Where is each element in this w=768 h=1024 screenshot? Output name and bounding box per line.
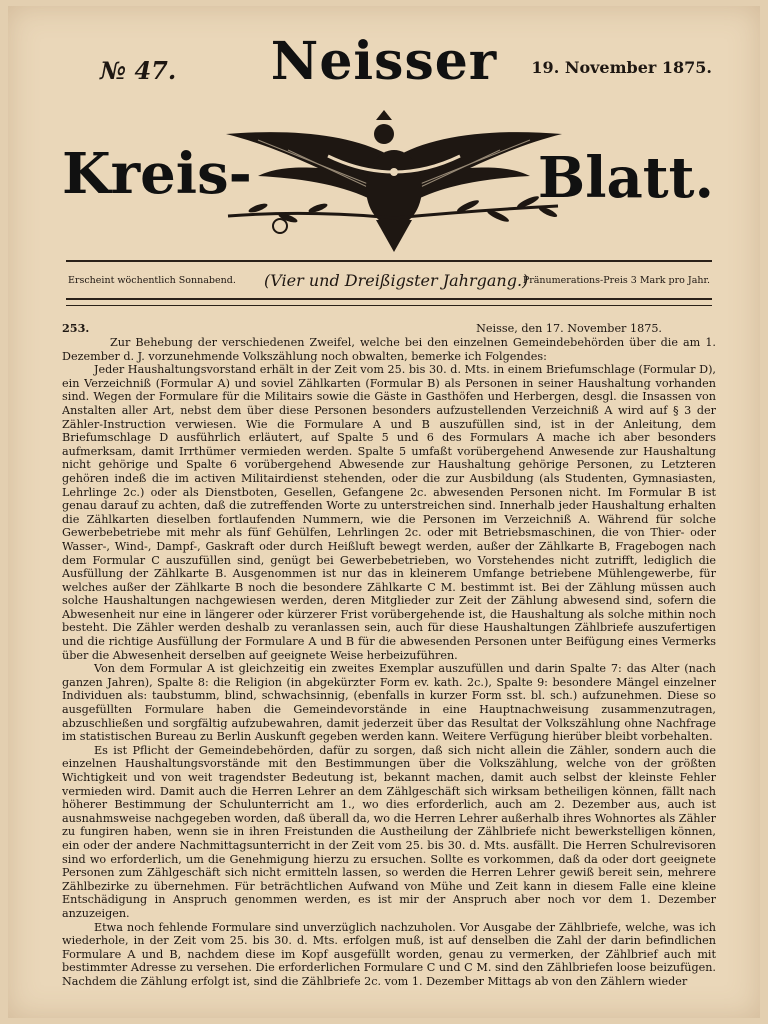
article-body [62, 322, 716, 1006]
masthead-rule [66, 260, 712, 262]
volume-year: (Vier und Dreißigster Jahrgang.) [264, 271, 529, 290]
paragraph: Zur Behebung der verschiedenen Zweifel, welche bei den einzelnen Gemeindebehörden über die am 1. Dezember d. J. vorzunehmende Volkszählung noch obwalten, bemerke ich Folgendes: [62, 336, 716, 363]
issue-date: 19. November 1875. [531, 58, 712, 77]
newspaper-page [8, 6, 760, 1018]
article-header [62, 322, 716, 336]
paragraph: Es ist Pflicht der Gemeindebehörden, dafür zu sorgen, daß sich nicht allein die Zähler, sondern auch die einzelnen Haushaltungsvorstände mit den Bestimmungen über die Volkszählung, welche von der größten Wichtigkeit und von weit tragendster Bedeutung ist, bekannt machen, damit auch selbst der kleinste Fehler vermieden wird. Damit auch die Herren Lehrer an dem Zählgeschäft sich wirksam betheiligen können, fällt nach höherer Bestimmung der Schulunterricht am 1., wo dies erforderlich, auch am 2. Dezember aus, auch ist ausnahmsweise nachgegeben worden, daß überall da, wo die Herren Lehrer außerhalb ihres Wohnortes als Zähler zu fungiren haben, wenn sie in ihren Freistunden die Austheilung der Zählbriefe nicht bewerkstelligen können, ein oder der andere Nachmittagsunterricht in der Zeit vom 25. bis 30. d. Mts. ausfällt. Die Herren Schulrevisoren sind wo erforderlich, um die Genehmigung hierzu zu ersuchen. Sollte es vorkommen, daß da oder dort geeignete Personen zum Zählgeschäft sich nicht ermitteln lassen, so werden die Herren Lehrer gewiß bereit sein, mehrere Zählbezirke zu übernehmen. Für beträchtlichen Aufwand von Mühe und Zeit kann in diesem Falle eine kleine Entschädigung in Anspruch genommen werden, es ist mir der Anspruch aber noch vor dem 1. Dezember anzuzeigen. [62, 743, 716, 920]
article-place-date: Neisse, den 17. November 1875. [476, 322, 662, 335]
masthead-double-rule [66, 298, 712, 306]
title-blatt: Blatt. [537, 145, 714, 211]
article-number: 253. [62, 322, 90, 335]
masthead-info-line [68, 268, 710, 294]
paragraph: Etwa noch fehlende Formulare sind unverzüglich nachzuholen. Vor Ausgabe der Zählbriefe, welche, was ich wiederhole, in der Zeit vom 25. bis 30. d. Mts. erfolgen muß, ist auf denselben die Zahl der darin befindlichen Formulare A und B, nachdem diese im Kopf ausgefüllt worden, genau zu vermerken, der Zählbrief auch mit bestimmter Adresse zu versehen. Die erforderlichen Formulare C und C M. sind den Zählbriefen loose beizufügen. Nachdem die Zählung erfolgt ist, sind die Zählbriefe 2c. vom 1. Dezember Mittags ab von den Zählern wieder [62, 920, 716, 988]
paragraph: Jeder Haushaltungsvorstand erhält in der Zeit vom 25. bis 30. d. Mts. in einem Briefumschlage (Formular D), ein Verzeichniß (Formular A) und soviel Zählkarten (Formular B) als Personen in seiner Haushaltung vorhanden sind. Wegen der Formulare für die Militairs sowie die Gäste in Gasthöfen und Herbergen, desgl. die Insassen von Anstalten aller Art, nebst dem über diese Personen besonders aufzustellenden Verzeichniß A wird auf § 3 der Zähler-Instruction verwiesen. Wie die Formulare A und B auszufüllen sind, ist in der Anleitung, dem Briefumschlage D ausführlich erläutert, auf Spalte 5 und 6 des Formulars A mache ich aber besonders aufmerksam, damit Irrthümer vermieden werden. Spalte 5 umfaßt vorübergehend Anwesende zur Haushaltung nicht gehörige und Spalte 6 vorübergehend Abwesende zur Haushaltung gehörige Personen, zu Letzteren gehören indeß die im activen Militairdienst stehenden, oder die zur Ausbildung (als Studenten, Gymnasiasten, Lehrlinge 2c.) oder als Dienstboten, Gesellen, Gefangene 2c. abwesenden Personen nicht. Im Formular B ist genau darauf zu achten, daß die zutreffenden Worte zu unterstreichen sind. Innerhalb jeder Haushaltung erhalten die Zählkarten dieselben fortlaufenden Nummern, wie die Personen im Verzeichniß A. Während für solche Gewerbebetriebe mit mehr als fünf Gehülfen, Lehrlingen 2c. oder mit Betriebsmaschinen, die von Thier- oder Wasser-, Wind-, Dampf-, Gaskraft oder durch Heißluft bewegt werden, außer der Zählkarte B, Fragebogen nach dem Formular C auszufüllen sind, genügt bei Gewerbebetrieben, wo Vorstehendes nicht zutrifft, lediglich die Ausfüllung der Zählkarte B. Ausgenommen ist nur das in kleinerem Umfange betriebene Mühlengewerbe, für welches außer der Zählkarte B noch die besondere Zählkarte C M. bestimmt ist. Bei der Zählung müssen auch solche Haushaltungen nachgewiesen werden, deren Mitglieder zur Zeit der Zählung abwesend sind, sofern die Abwesenheit nur eine in längerer oder kürzerer Frist vorübergehende ist, die Haushaltung als solche mithin noch besteht. Die Zähler werden deshalb zu veranlassen sein, auch für diese Haushaltungen Zählbriefe auszufertigen und die richtige Ausfüllung der Formulare A und B für die abwesenden Personen unter Beifügung eines Vermerks über die Abwesenheit derselben auf geeignete Weise herbeizuführen. [62, 363, 716, 662]
publication-schedule: Erscheint wöchentlich Sonnabend. [68, 275, 236, 286]
title-kreis: Kreis- [62, 141, 252, 207]
eagle-emblem-icon [218, 106, 570, 256]
paragraph: Von dem Formular A ist gleichzeitig ein zweites Exemplar auszufüllen und darin Spalte 7: das Alter (nach ganzen Jahren), Spalte 8: die Religion (in abgekürzter Form ev. kath. 2c.), Spalte 9: besondere Mängel einzelner Individuen als: taubstumm, blind, schwachsinnig, (ebenfalls in kurzer Form sst. bl. sch.) aufzunehmen. Diese so ausgefüllten Formulare haben die Gemeindevorstände in eine Hauptnachweisung zusammenzutragen, abzuschließen und sorgfältig aufzubewahren, damit jederzeit über das Resultat der Volkszählung ohne Nachfrage im statistischen Bureau zu Berlin Auskunft gegeben werden kann. Weitere Verfügung hierüber bleibt vorbehalten. [62, 662, 716, 744]
subscription-price: Pränumerations-Preis 3 Mark pro Jahr. [522, 275, 710, 286]
issue-number: № 47. [100, 56, 177, 85]
title-neisser: Neisser [270, 31, 498, 92]
